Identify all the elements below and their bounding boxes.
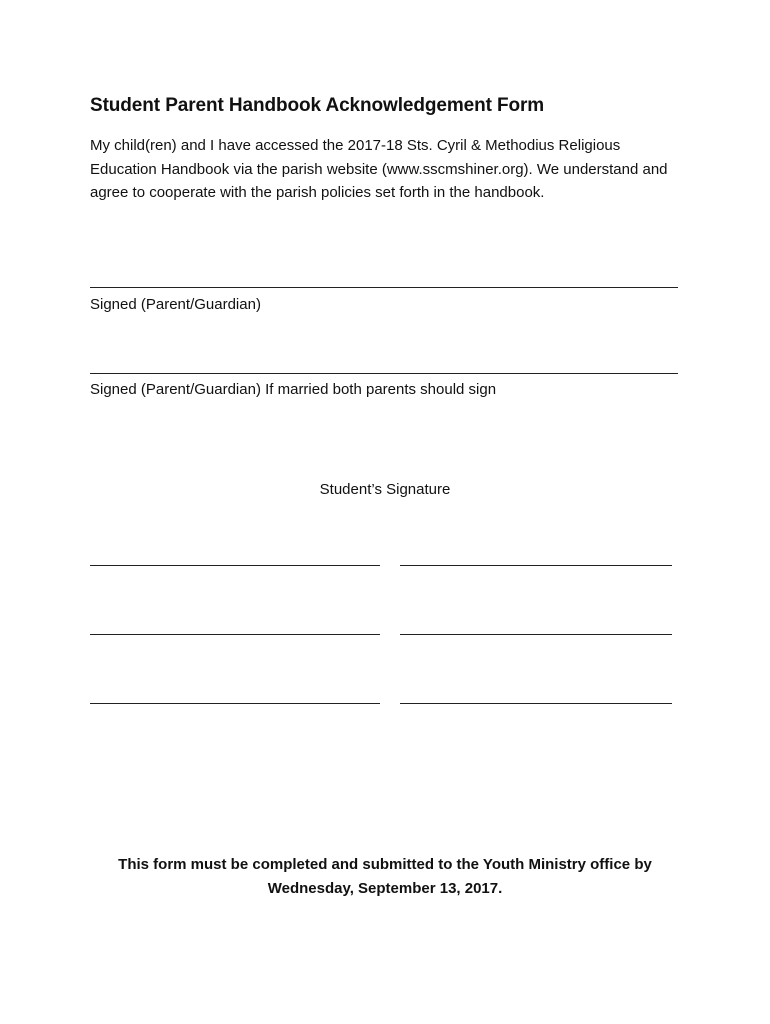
student-signature-line-4[interactable]	[400, 634, 672, 635]
parent-signature-label-2: Signed (Parent/Guardian) If married both parents should sign	[90, 381, 497, 398]
parent-signature-label-1: Signed (Parent/Guardian)	[90, 296, 261, 313]
intro-paragraph: My child(ren) and I have accessed the 2017-18 Sts. Cyril & Methodius Religious Education Handbook via the parish website (www.sscmshiner.org). We understand and agree to cooperate with the parish policies set forth in the handbook.	[90, 137, 668, 201]
student-signature-line-1[interactable]	[90, 565, 380, 566]
parent-signature-line-2[interactable]	[90, 373, 678, 374]
student-signature-line-3[interactable]	[90, 634, 380, 635]
parent-signature-line-1[interactable]	[90, 287, 678, 288]
student-signature-line-2[interactable]	[400, 565, 672, 566]
student-signature-line-6[interactable]	[400, 703, 672, 704]
student-signature-line-5[interactable]	[90, 703, 380, 704]
submission-notice	[60, 853, 710, 901]
page-title: Student Parent Handbook Acknowledgement Form	[90, 95, 545, 116]
submission-notice-line-1: This form must be completed and submitted to the Youth Ministry office by	[118, 856, 652, 873]
student-signature-heading: Student’s Signature	[319, 481, 451, 498]
submission-deadline: Wednesday, September 13, 2017.	[267, 880, 503, 897]
